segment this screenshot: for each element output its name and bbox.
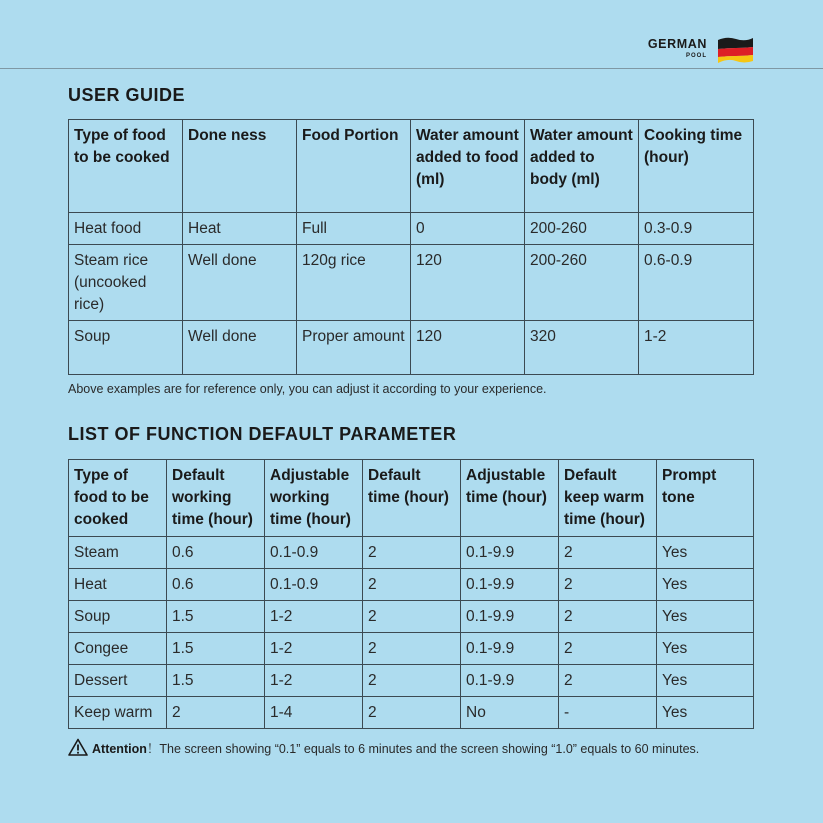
table-row	[69, 321, 754, 375]
table-cell: 1-2	[265, 601, 363, 633]
brand-logo	[648, 38, 707, 59]
table-cell: 1-4	[265, 697, 363, 729]
table-cell: 0	[411, 213, 525, 245]
brand-name: GERMAN	[647, 37, 707, 51]
column-header: Food Portion	[297, 120, 411, 213]
german-flag-icon	[717, 35, 754, 64]
table-cell: Yes	[657, 633, 754, 665]
default-parameter-table	[68, 459, 754, 729]
table-cell: 2	[559, 537, 657, 569]
table-row	[69, 213, 754, 245]
brand-sub: POOL	[685, 52, 707, 59]
table-cell: Well done	[183, 245, 297, 321]
table-cell: 2	[559, 633, 657, 665]
table-cell: 2	[363, 601, 461, 633]
table-cell: Heat	[69, 569, 167, 601]
table-cell: Yes	[657, 665, 754, 697]
table-row	[69, 697, 754, 729]
table-cell: 0.1-0.9	[265, 569, 363, 601]
column-header: Prompt tone	[657, 460, 754, 537]
column-header: Default working time (hour)	[167, 460, 265, 537]
table-row	[69, 633, 754, 665]
table-cell: 1.5	[167, 601, 265, 633]
table-cell: Yes	[657, 697, 754, 729]
table-cell: 2	[559, 665, 657, 697]
table-cell: 320	[525, 321, 639, 375]
table-cell: 2	[167, 697, 265, 729]
table-cell: Keep warm	[69, 697, 167, 729]
attention-text: ！The screen showing “0.1” equals to 6 minutes and the screen showing “1.0” equals to 60 minutes.	[146, 742, 700, 756]
table-row	[69, 245, 754, 321]
table-cell: 2	[559, 569, 657, 601]
table-cell: Yes	[657, 537, 754, 569]
table-cell: 200-260	[525, 245, 639, 321]
column-header: Cooking time (hour)	[639, 120, 754, 213]
column-header: Default keep warm time (hour)	[559, 460, 657, 537]
table-cell: Well done	[183, 321, 297, 375]
attention-note	[68, 738, 699, 757]
table-cell: 0.1-9.9	[461, 569, 559, 601]
user-guide-title: USER GUIDE	[68, 85, 186, 105]
user-guide-table	[68, 119, 754, 375]
table-header-row	[69, 120, 754, 213]
warning-icon	[68, 738, 88, 756]
table-cell: Soup	[69, 601, 167, 633]
table-cell: 0.6-0.9	[639, 245, 754, 321]
table-cell: 120	[411, 321, 525, 375]
table-cell: Steam rice (uncooked rice)	[69, 245, 183, 321]
table-cell: 2	[363, 633, 461, 665]
table-cell: 0.1-9.9	[461, 633, 559, 665]
table-cell: 0.1-9.9	[461, 537, 559, 569]
table-cell: 120g rice	[297, 245, 411, 321]
table-cell: 0.6	[167, 569, 265, 601]
table-cell: 1-2	[265, 633, 363, 665]
column-header: Type of food to be cooked	[69, 120, 183, 213]
table-cell: 200-260	[525, 213, 639, 245]
table-cell: Full	[297, 213, 411, 245]
table-cell: No	[461, 697, 559, 729]
table-cell: 0.3-0.9	[639, 213, 754, 245]
column-header: Type of food to be cooked	[69, 460, 167, 537]
header-bar	[0, 0, 823, 69]
table-row	[69, 569, 754, 601]
table-cell: 2	[363, 697, 461, 729]
column-header: Water amount added to body (ml)	[525, 120, 639, 213]
reference-note: Above examples are for reference only, you can adjust it according to your experience.	[68, 382, 547, 396]
table-cell: 0.6	[167, 537, 265, 569]
table-cell: Yes	[657, 569, 754, 601]
column-header: Default time (hour)	[363, 460, 461, 537]
table-cell: 2	[363, 537, 461, 569]
table-cell: Steam	[69, 537, 167, 569]
table-row	[69, 537, 754, 569]
table-cell: 1.5	[167, 665, 265, 697]
table-cell: Soup	[69, 321, 183, 375]
table-cell: 2	[363, 665, 461, 697]
table-cell: 2	[559, 601, 657, 633]
table-cell: 120	[411, 245, 525, 321]
default-parameter-title: LIST OF FUNCTION DEFAULT PARAMETER	[68, 424, 457, 444]
table-cell: 0.1-0.9	[265, 537, 363, 569]
table-row	[69, 601, 754, 633]
column-header: Adjustable working time (hour)	[265, 460, 363, 537]
table-header-row	[69, 460, 754, 537]
table-cell: 1-2	[265, 665, 363, 697]
table-row	[69, 665, 754, 697]
table-cell: 2	[363, 569, 461, 601]
table-cell: 0.1-9.9	[461, 665, 559, 697]
attention-label: Attention	[92, 742, 147, 756]
table-cell: Dessert	[69, 665, 167, 697]
table-cell: Congee	[69, 633, 167, 665]
table-cell: 0.1-9.9	[461, 601, 559, 633]
table-cell: 1.5	[167, 633, 265, 665]
table-cell: -	[559, 697, 657, 729]
table-cell: Proper amount	[297, 321, 411, 375]
table-cell: Heat	[183, 213, 297, 245]
column-header: Done ness	[183, 120, 297, 213]
column-header: Adjustable time (hour)	[461, 460, 559, 537]
column-header: Water amount added to food (ml)	[411, 120, 525, 213]
table-cell: Yes	[657, 601, 754, 633]
table-cell: Heat food	[69, 213, 183, 245]
table-cell: 1-2	[639, 321, 754, 375]
